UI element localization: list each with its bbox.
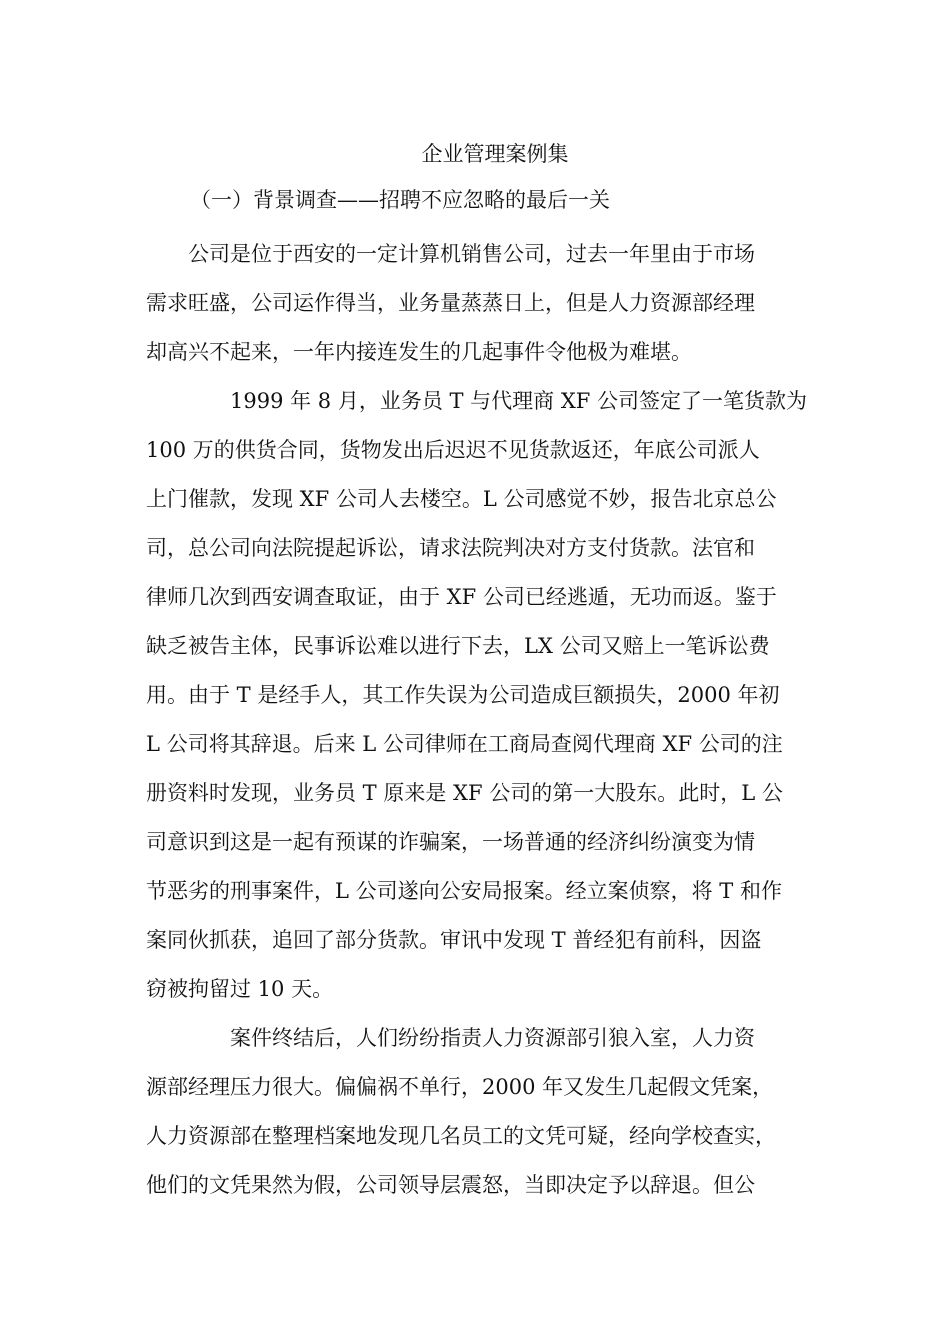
paragraph-3: [146, 1014, 806, 1210]
text-line: 窃被拘留过 10 天。: [146, 977, 334, 1001]
document-title: 企业管理案例集: [421, 142, 569, 166]
text-line: 司，总公司向法院提起诉讼，请求法院判决对方支付货款。法官和: [146, 536, 755, 560]
text-line: 却高兴不起来，一年内接连发生的几起事件令他极为难堪。: [146, 340, 692, 364]
paragraph-1: [146, 230, 806, 377]
text-line: 100 万的供货合同，货物发出后迟迟不见货款返还，年底公司派人: [146, 438, 760, 462]
text-line: 他们的文凭果然为假，公司领导层震怒，当即决定予以辞退。但公: [146, 1173, 755, 1197]
section-heading: （一）背景调查——招聘不应忽略的最后一关: [190, 188, 610, 212]
text-line: 司意识到这是一起有预谋的诈骗案，一场普通的经济纠纷演变为情: [146, 830, 755, 854]
text-line: L 公司将其辞退。后来 L 公司律师在工商局查阅代理商 XF 公司的注: [146, 732, 783, 756]
text-line: 上门催款，发现 XF 公司人去楼空。L 公司感觉不妙，报告北京总公: [146, 487, 777, 511]
text-line: 律师几次到西安调查取证，由于 XF 公司已经逃遁，无功而返。鉴于: [146, 585, 777, 609]
text-line: 节恶劣的刑事案件，L 公司遂向公安局报案。经立案侦察，将 T 和作: [146, 879, 782, 903]
text-line: 用。由于 T 是经手人，其工作失误为公司造成巨额损失，2000 年初: [146, 683, 780, 707]
text-line: 缺乏被告主体，民事诉讼难以进行下去，LX 公司又赔上一笔诉讼费: [146, 634, 770, 658]
text-line: 1999 年 8 月，业务员 T 与代理商 XF 公司签定了一笔货款为: [146, 389, 808, 413]
text-line: 源部经理压力很大。偏偏祸不单行，2000 年又发生几起假文凭案，: [146, 1075, 774, 1099]
text-line: 公司是位于西安的一定计算机销售公司，过去一年里由于市场: [146, 242, 755, 266]
text-line: 人力资源部在整理档案地发现几名员工的文凭可疑，经向学校查实，: [146, 1124, 776, 1148]
document-body: [146, 230, 806, 1210]
text-line: 案件终结后，人们纷纷指责人力资源部引狼入室，人力资: [146, 1026, 755, 1050]
text-line: 案同伙抓获，追回了部分货款。审讯中发现 T 普经犯有前科，因盗: [146, 928, 762, 952]
text-line: 需求旺盛，公司运作得当，业务量蒸蒸日上，但是人力资源部经理: [146, 291, 755, 315]
text-line: 册资料时发现，业务员 T 原来是 XF 公司的第一大股东。此时，L 公: [146, 781, 783, 805]
paragraph-2: [146, 377, 806, 1014]
